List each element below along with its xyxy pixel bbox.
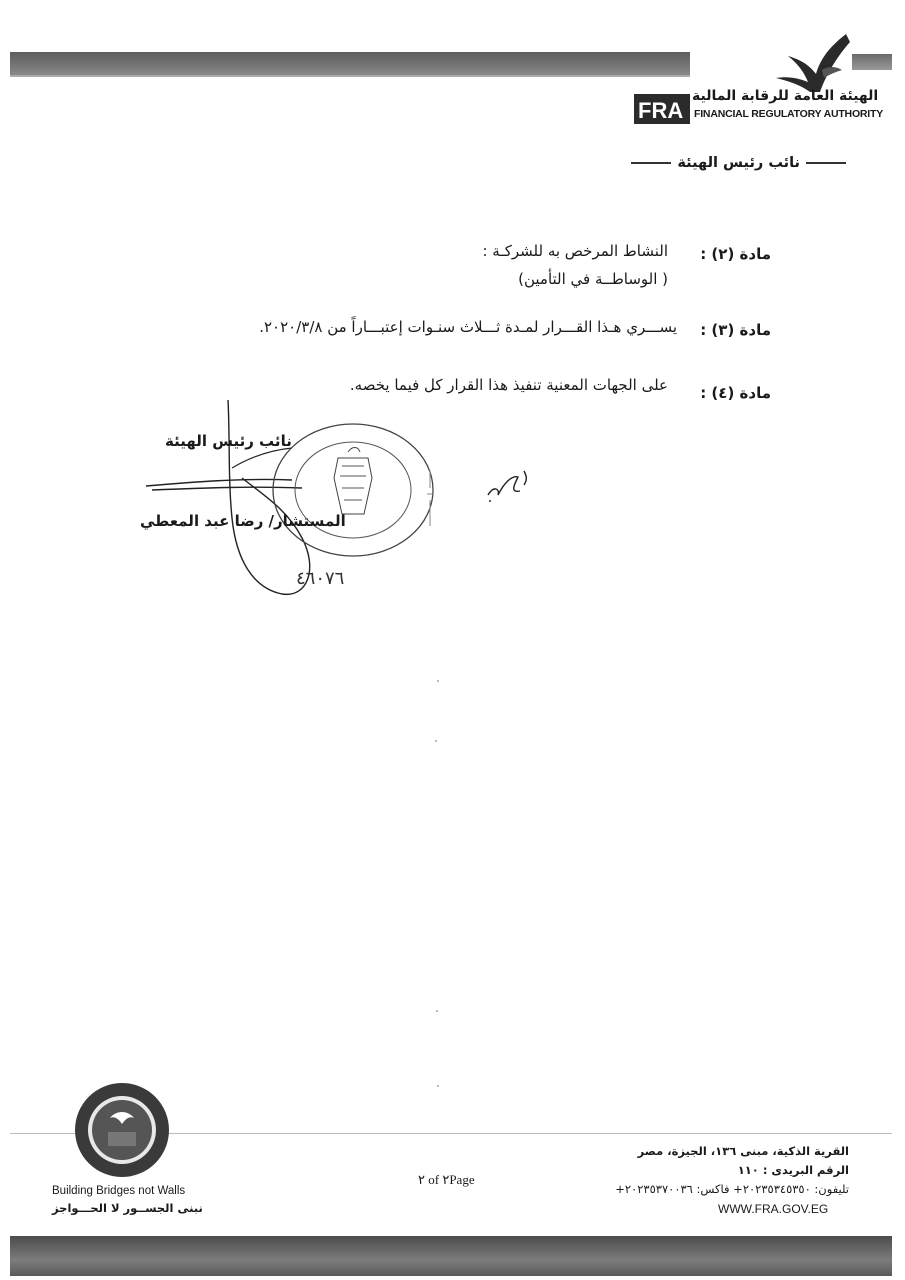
official-stamp: [268, 418, 438, 558]
handwritten-number: ٤٦٠٧٦: [296, 568, 345, 589]
article-3-label: مادة (٣) :: [700, 321, 771, 339]
article-2-label: مادة (٢) :: [700, 245, 771, 263]
eagle-logo-icon: [758, 30, 854, 92]
slogan-english: Building Bridges not Walls: [52, 1185, 186, 1197]
scan-speck: [436, 1010, 438, 1012]
logo-arabic-name: الهيئة العامة للرقابة المالية: [692, 88, 879, 104]
address-line-2: الرقم البريدى : ١١٠: [737, 1163, 849, 1177]
scan-speck: [437, 680, 439, 682]
address-line-3: تليفون: ٢٠٢٣٥٣٤٥٣٥٠+ فاكس: ٢٠٢٣٥٣٧٠٠٣٦+: [615, 1182, 849, 1196]
office-heading-rule-right: [806, 162, 846, 164]
side-date-mark: [424, 468, 436, 528]
handwritten-initials: [484, 465, 534, 505]
signatory-name: المستشار/ رضا عبد المعطي: [140, 512, 346, 530]
address-line-1: القرية الذكية، مبنى ١٣٦، الجيزة، مصر: [637, 1144, 849, 1158]
signatory-title: نائب رئيس الهيئة: [165, 432, 292, 450]
footer-band: [10, 1236, 892, 1276]
article-3-line-1: يســـري هـذا القـــرار لمـدة ثـــلاث سنـوات إعتبـــاراً من ٢٠٢٠/٣/٨.: [259, 318, 677, 336]
scan-speck: [435, 740, 437, 742]
fra-logo-icon: [634, 92, 690, 126]
article-2-line-1: النشاط المرخص به للشركـة :: [482, 242, 668, 260]
website-link[interactable]: WWW.FRA.GOV.EG: [718, 1202, 829, 1216]
office-heading: [632, 155, 852, 171]
slogan-arabic: نبنى الجســور لا الحـــواجز: [52, 1201, 203, 1215]
fra-seal-icon: [72, 1080, 172, 1180]
page-number: ٢ of ٢Page: [418, 1172, 475, 1187]
article-2-line-2: ( الوساطــة في التأمين): [518, 270, 668, 288]
article-4-label: مادة (٤) :: [700, 384, 771, 402]
header-band-right: [852, 54, 892, 70]
header-band-rule: [10, 75, 690, 77]
logo-english-name: FINANCIAL REGULATORY AUTHORITY: [694, 108, 884, 120]
office-heading-text: نائب رئيس الهيئة: [677, 155, 800, 171]
article-4-line-1: على الجهات المعنية تنفيذ هذا القرار كل فيما يخصه.: [349, 376, 668, 394]
header-band: [10, 52, 690, 76]
office-heading-rule-left: [631, 162, 671, 164]
fra-logo-text: FRA: [638, 98, 684, 123]
scan-speck: [437, 1085, 439, 1087]
